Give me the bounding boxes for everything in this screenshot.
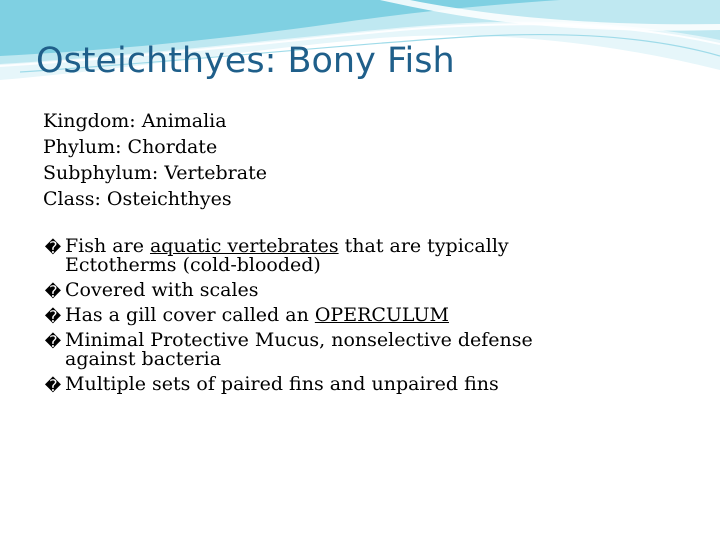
bullet-item xyxy=(43,281,583,300)
classification-kingdom: Kingdom: Animalia xyxy=(43,110,227,132)
bullet-underlined-term: OPERCULUM xyxy=(314,304,449,326)
classification-phylum: Phylum: Chordate xyxy=(43,136,218,158)
bullet-item xyxy=(43,237,583,275)
missing-glyph-icon: � xyxy=(44,376,62,395)
missing-glyph-icon: � xyxy=(44,238,62,257)
bullet-item xyxy=(43,306,583,325)
bullet-text: Covered with scales xyxy=(65,279,259,301)
missing-glyph-icon: � xyxy=(44,307,62,326)
slide-title: Osteichthyes: Bony Fish xyxy=(36,41,455,81)
bullet-underlined-term: aquatic vertebrates xyxy=(149,235,339,257)
missing-glyph-icon: � xyxy=(44,282,62,301)
classification-list xyxy=(43,108,267,212)
classification-subphylum: Subphylum: Vertebrate xyxy=(43,162,267,184)
bullet-text: Minimal Protective Mucus, nonselective defense against bacteria xyxy=(65,329,533,370)
bullet-text: Multiple sets of paired fins and unpaired fins xyxy=(65,373,499,395)
bullet-item xyxy=(43,375,583,394)
bullet-text: Fish are xyxy=(65,235,150,257)
missing-glyph-icon: � xyxy=(44,332,62,351)
classification-class: Class: Osteichthyes xyxy=(43,188,232,210)
bullet-text-continued: that are typically Ectotherms (cold-blooded) xyxy=(65,235,509,276)
facts-bullet-list xyxy=(43,237,583,400)
bullet-item xyxy=(43,331,583,369)
bullet-text: Has a gill cover called an xyxy=(65,304,315,326)
